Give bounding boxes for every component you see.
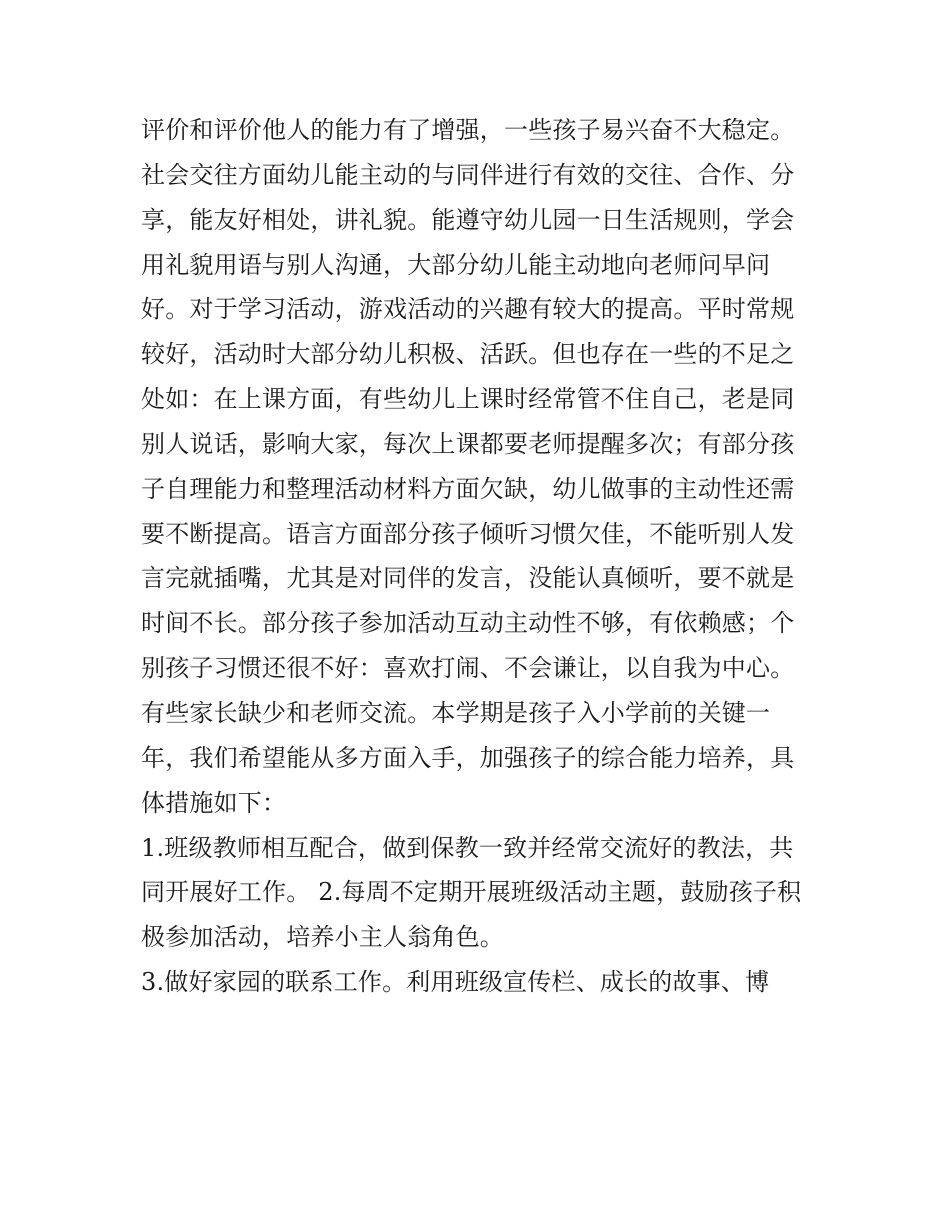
text-line: 用礼貌用语与别人沟通，大部分幼儿能主动地向老师问早问 [141,250,771,279]
text-line: 处如：在上课方面，有些幼儿上课时经常管不住自己，老是同 [141,385,795,414]
body-text [141,108,821,1005]
text-line: 别孩子习惯还很不好：喜欢打闹、不会谦让，以自我为中心。 [141,654,795,683]
text-line: 社会交往方面幼儿能主动的与同伴进行有效的交往、合作、分 [141,160,795,189]
text-line: 有些家长缺少和老师交流。本学期是孩子入小学前的关键一 [141,698,771,727]
text-line: 要不断提高。语言方面部分孩子倾听习惯欠佳，不能听别人发 [141,519,795,548]
text-line: 言完就插嘴，尤其是对同伴的发言，没能认真倾听，要不就是 [141,564,795,593]
text-line: 年，我们希望能从多方面入手，加强孩子的综合能力培养，具 [141,743,795,772]
text-line: 1.班级教师相互配合，做到保教一致并经常交流好的教法，共 [141,833,794,862]
text-line: 较好，活动时大部分幼儿积极、活跃。但也存在一些的不足之 [141,340,795,369]
text-line: 极参加活动，培养小主人翁角色。 [141,923,504,952]
text-line: 好。对于学习活动，游戏活动的兴趣有较大的提高。平时常规 [141,295,795,324]
text-line: 子自理能力和整理活动材料方面欠缺，幼儿做事的主动性还需 [141,474,795,503]
text-line: 同开展好工作。 2.每周不定期开展班级活动主题，鼓励孩子积 [141,878,802,907]
text-line: 时间不长。部分孩子参加活动互动主动性不够，有依赖感；个 [141,609,795,638]
text-line: 体措施如下： [141,788,287,817]
text-line: 享，能友好相处，讲礼貌。能遵守幼儿园一日生活规则，学会 [141,205,795,234]
text-line: 评价和评价他人的能力有了增强，一些孩子易兴奋不大稳定。 [141,116,795,144]
text-line: 别人说话，影响大家，每次上课都要老师提醒多次；有部分孩 [141,429,795,458]
text-line: 3.做好家园的联系工作。利用班级宣传栏、成长的故事、博 [141,968,770,997]
